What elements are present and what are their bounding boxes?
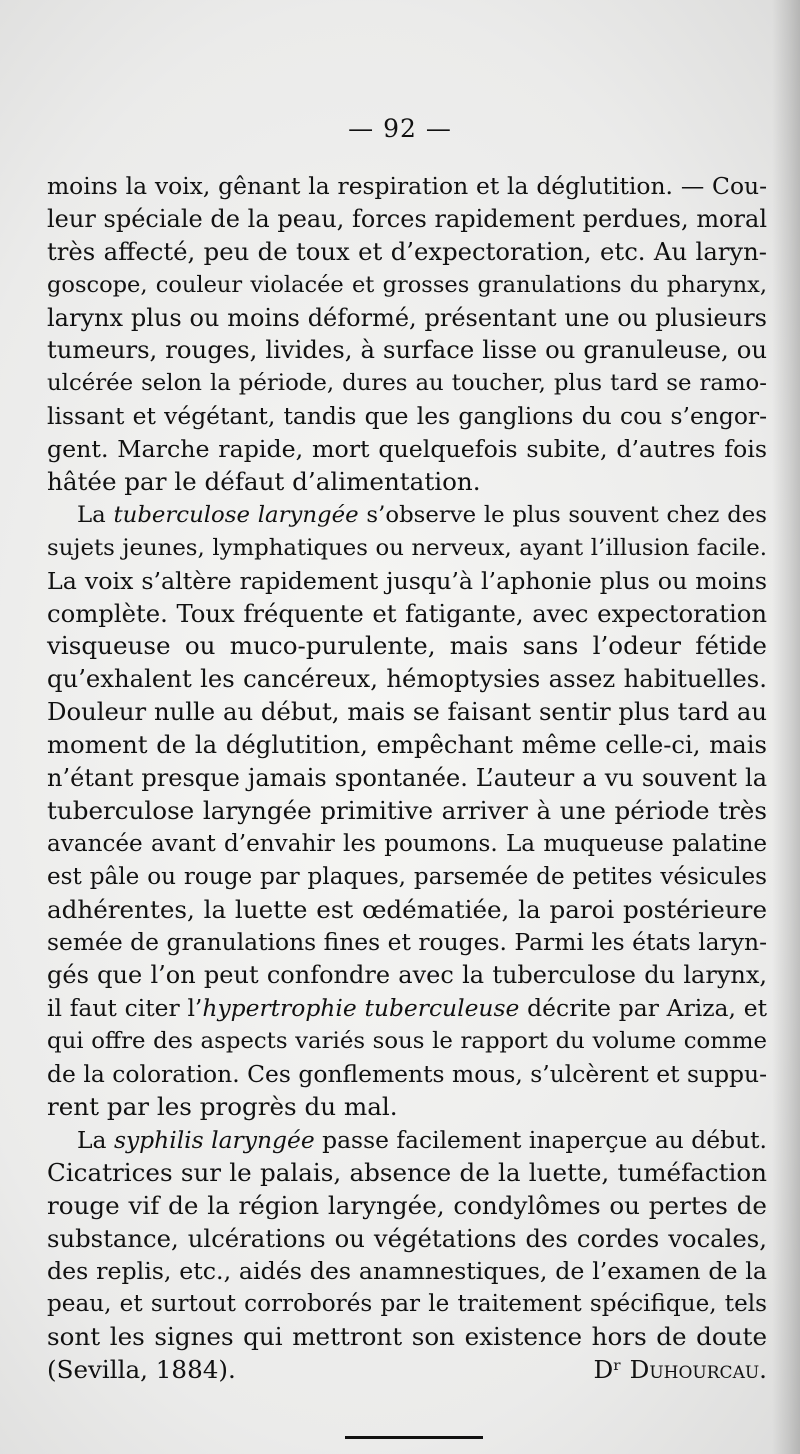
- text-line: Douleur nulle au début, mais se faisant sentir plus tard au: [47, 697, 767, 727]
- text-line: hâtée par le défaut d’alimentation.: [47, 467, 481, 497]
- text-run: La: [77, 1125, 114, 1154]
- text-line: des replis, etc., aidés des anamnestiques, de l’examen de la: [47, 1257, 767, 1286]
- text-line: moins la voix, gênant la respiration et la déglutition. — Cou-: [47, 172, 767, 200]
- text-line: rouge vif de la région laryngée, condylômes ou pertes de: [47, 1190, 767, 1220]
- text-line: [47, 499, 767, 532]
- text-line: tumeurs, rouges, livides, à surface lisse ou granuleuse, ou: [47, 335, 767, 365]
- italic-term: tuberculose laryngée: [113, 501, 359, 528]
- text-line: lissant et végétant, tandis que les ganglions du cou s’engor-: [47, 402, 767, 431]
- text-line: qui offre des aspects variés sous le rapport du volume comme: [47, 1028, 767, 1055]
- body-text: [47, 170, 767, 1387]
- text-line: goscope, couleur violacée et grosses granulations du pharynx,: [47, 271, 767, 298]
- text-line: [47, 1124, 767, 1157]
- text-line: substance, ulcérations ou végétations des cordes vocales,: [47, 1223, 767, 1253]
- page-edge-shadow: [772, 0, 800, 1454]
- text-line: gent. Marche rapide, mort quelquefois subite, d’autres fois: [47, 435, 767, 464]
- text-line: n’étant presque jamais spontanée. L’auteur a vu souvent la: [47, 764, 767, 793]
- text-line: gés que l’on peut confondre avec la tuberculose du larynx,: [47, 961, 767, 990]
- author-signature: Dʳ Duhourcau.: [593, 1355, 767, 1385]
- text-line: est pâle ou rouge par plaques, parsemée de petites vésicules: [47, 863, 767, 890]
- text-line: sont les signes qui mettront son existence hors de doute: [47, 1322, 767, 1352]
- text-line: rent par les progrès du mal.: [47, 1091, 398, 1121]
- text-line: sujets jeunes, lymphatiques ou nerveux, ayant l’illusion facile.: [47, 534, 767, 561]
- closing-line: [47, 1354, 767, 1387]
- text-run: décrite par Ariza, et: [519, 994, 767, 1023]
- text-line: moment de la déglutition, empêchant même celle-ci, mais: [47, 730, 767, 760]
- text-line: La voix s’altère rapidement jusqu’à l’aphonie plus ou moins: [47, 566, 767, 595]
- text-run: s’observe le plus souvent chez des: [358, 501, 767, 528]
- text-line: peau, et surtout corroborés par le traitement spécifique, tels: [47, 1291, 767, 1318]
- text-line: visqueuse ou muco-purulente, mais sans l’odeur fétide: [47, 631, 767, 661]
- text-line: Cicatrices sur le palais, absence de la luette, tuméfaction: [47, 1157, 767, 1187]
- text-line: très affecté, peu de toux et d’expectoration, etc. Au laryn-: [47, 236, 767, 266]
- text-line: semée de granulations fines et rouges. Parmi les états laryn-: [47, 928, 767, 957]
- source-citation: (Sevilla, 1884).: [47, 1355, 236, 1385]
- text-run: passe facilement inaperçue au début.: [314, 1125, 767, 1154]
- text-line: leur spéciale de la peau, forces rapidement perdues, moral: [47, 204, 767, 233]
- text-line: tuberculose laryngée primitive arriver à une période très: [47, 795, 767, 825]
- text-line: complète. Toux fréquente et fatigante, avec expectoration: [47, 598, 767, 628]
- text-line: qu’exhalent les cancéreux, hémoptysies assez habituelles.: [47, 664, 767, 694]
- text-line: adhérentes, la luette est œdématiée, la paroi postérieure: [47, 894, 767, 924]
- page-number: — 92 —: [348, 114, 452, 143]
- italic-term: hypertrophie tuberculeuse: [202, 994, 520, 1023]
- text-line: [47, 992, 767, 1025]
- text-line: larynx plus ou moins déformé, présentant une ou plusieurs: [47, 303, 767, 332]
- text-line: ulcérée selon la période, dures au toucher, plus tard se ramo-: [47, 370, 767, 397]
- text-line: avancée avant d’envahir les poumons. La muqueuse palatine: [47, 830, 767, 857]
- text-line: de la coloration. Ces gonflements mous, s’ulcèrent et suppu-: [47, 1060, 767, 1089]
- text-run: La: [77, 501, 114, 528]
- italic-term: syphilis laryngée: [113, 1125, 315, 1154]
- closing-rule: [345, 1436, 483, 1439]
- text-run: il faut citer l’: [47, 994, 203, 1023]
